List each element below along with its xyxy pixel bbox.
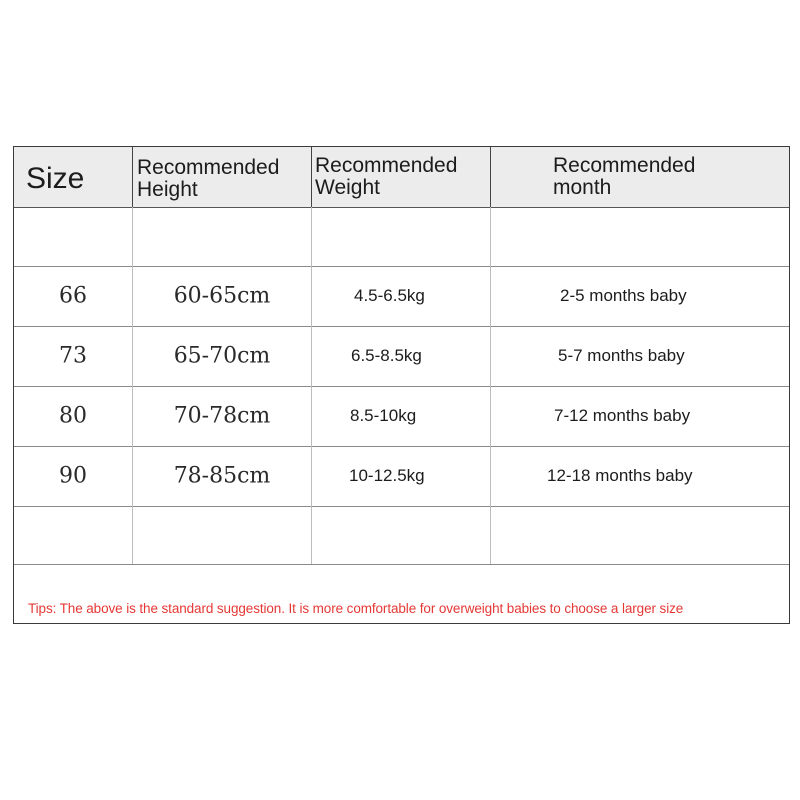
header-size: Size [26, 162, 85, 195]
table-row [14, 446, 789, 507]
table-row [14, 266, 789, 327]
header-month-cell [491, 147, 789, 207]
height-cell [133, 266, 312, 326]
month-value: 7-12 months baby [554, 406, 691, 425]
month-cell [491, 266, 789, 326]
header-height-line2: Height [137, 178, 198, 201]
month-value: 5-7 months baby [558, 346, 685, 365]
empty-cell [491, 207, 789, 266]
empty-cell [312, 207, 491, 266]
weight-cell [312, 266, 491, 326]
height-value: 70-78cm [173, 403, 271, 429]
table-row [14, 386, 789, 447]
empty-row-bottom [14, 506, 789, 565]
size-cell [14, 446, 133, 506]
header-month-line2: month [553, 176, 612, 199]
month-value: 12-18 months baby [547, 466, 693, 485]
month-cell [491, 326, 789, 386]
empty-cell [133, 506, 312, 564]
empty-cell [14, 207, 133, 266]
size-chart-table [13, 146, 790, 624]
weight-cell [312, 386, 491, 446]
tip-note: Tips: The above is the standard suggestion. It is more comfortable for overweight babies to choose a larger size [28, 601, 684, 616]
weight-cell [312, 446, 491, 506]
size-cell [14, 266, 133, 326]
header-weight [315, 155, 457, 199]
empty-cell [491, 506, 789, 564]
weight-cell [312, 326, 491, 386]
height-value: 78-85cm [173, 463, 271, 489]
header-month [553, 155, 695, 199]
header-height-cell [133, 147, 312, 207]
header-size-cell [14, 147, 133, 207]
size-cell [14, 386, 133, 446]
tip-row [14, 564, 789, 623]
month-value: 2-5 months baby [560, 286, 687, 305]
weight-value: 8.5-10kg [350, 406, 417, 425]
empty-cell [312, 506, 491, 564]
empty-cell [14, 506, 133, 564]
height-cell [133, 386, 312, 446]
table-row [14, 326, 789, 387]
header-height-line1: Recommended [137, 156, 280, 179]
size-value: 80 [59, 403, 87, 429]
month-cell [491, 386, 789, 446]
weight-value: 10-12.5kg [349, 466, 425, 485]
empty-cell [133, 207, 312, 266]
empty-row-top [14, 207, 789, 267]
table-header-row [14, 147, 789, 208]
size-value: 66 [59, 283, 87, 309]
header-weight-line1: Recommended [315, 154, 458, 177]
height-value: 65-70cm [173, 343, 271, 369]
header-weight-cell [312, 147, 491, 207]
size-value: 73 [59, 343, 87, 369]
size-cell [14, 326, 133, 386]
height-cell [133, 446, 312, 506]
size-value: 90 [59, 463, 87, 489]
header-weight-line2: Weight [315, 176, 380, 199]
month-cell [491, 446, 789, 506]
height-value: 60-65cm [173, 283, 271, 309]
header-month-line1: Recommended [553, 154, 696, 177]
height-cell [133, 326, 312, 386]
weight-value: 6.5-8.5kg [351, 346, 422, 365]
header-height [137, 157, 279, 201]
weight-value: 4.5-6.5kg [354, 286, 425, 305]
